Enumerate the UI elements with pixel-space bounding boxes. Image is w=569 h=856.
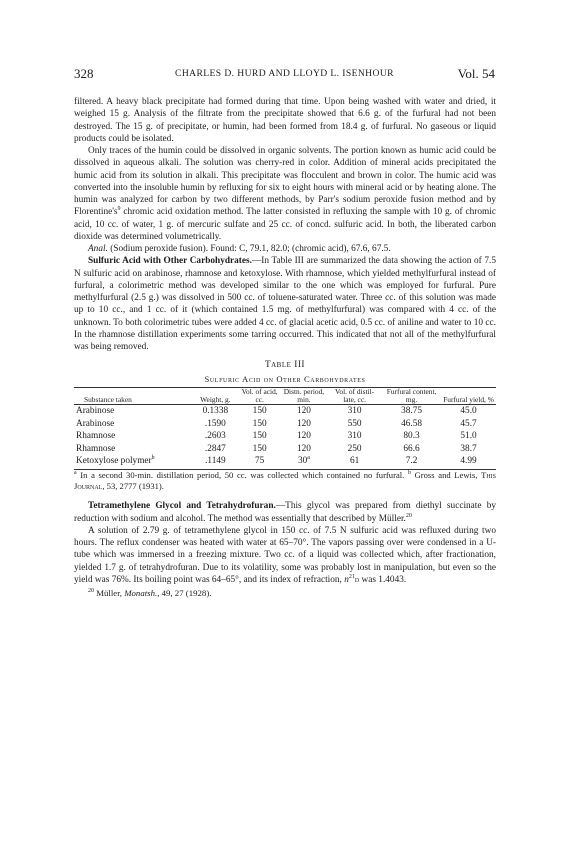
table-cell: 4.99 — [441, 455, 496, 470]
p5-text: A solution of 2.79 g. of tetramethylene glycol in 150 cc. of 7.5 N sulfuric acid was refluxed during two hours. The reflux condenser was heated with water at 65–70°. The vapors passing over were condensed in a U-tube which was immersed in a freezing mixture. Two cc. of a liquid was collected which, after fractionation, yielded 1.7 g. of tetrahydrofuran. Due to its volatility, some was probably lost in manipulation, but even so the yield was 76%. Its boiling point was 64–65°, and its index of refraction, — [74, 525, 496, 585]
table-cell: 120 — [296, 431, 311, 442]
refraction-line: D — [354, 577, 360, 584]
p4-text: —This glycol was prepared from diethyl succinate by reduction with sodium and alcohol. The method was essentially that described by Müller. — [74, 501, 496, 524]
table-note-ref-b: b — [151, 454, 155, 461]
table-cell: 250 — [347, 443, 362, 454]
table-cell: Arabinose — [76, 406, 115, 417]
column-header: Weight, g. — [192, 387, 238, 405]
table-cell: 150 — [252, 418, 267, 429]
footnote-author: Müller, — [94, 588, 125, 599]
column-header: Substance taken — [74, 387, 192, 405]
cell-text: 30 — [297, 455, 308, 466]
volume-label: Vol. 54 — [457, 66, 495, 81]
paragraph-other-carbohydrates — [74, 255, 496, 353]
anal-text: (Sodium peroxide fusion). Found: C, 79.1, 82.0; (chromic acid), 67.6, 67.5. — [107, 244, 391, 254]
table-cell: 7.2 — [382, 455, 441, 470]
table-cell: 51.0 — [460, 431, 477, 442]
table-cell: 150 — [252, 431, 267, 442]
table-cell: .1590 — [204, 418, 226, 429]
table-cell: 61 — [327, 455, 382, 470]
table-cell: 80.3 — [403, 431, 420, 442]
note-b-text: Gross and Lewis, — [410, 470, 482, 481]
page-footnote — [74, 587, 496, 599]
data-table — [74, 387, 496, 471]
table-row — [74, 405, 496, 418]
column-header: Vol. of acid, cc. — [239, 387, 281, 405]
footnote-ref: , 49, 27 (1928). — [157, 588, 212, 599]
footnote-journal: Monatsh. — [124, 588, 158, 599]
section-heading-carbohydrates: Sulfuric Acid with Other Carbohydrates. — [88, 256, 252, 267]
table-cell: 550 — [347, 418, 362, 429]
table-cell — [74, 455, 192, 470]
note-a-text: In a second 30-min. distillation period, 50 cc. was collected which contained no furfural. — [76, 470, 408, 481]
table-caption: Sulfuric Acid on Other Carbohydrates — [204, 373, 366, 384]
table-cell: 66.6 — [403, 443, 420, 454]
table-cell: Arabinose — [76, 418, 115, 429]
table-cell: Rhamnose — [76, 443, 116, 454]
anal-label: Anal. — [88, 244, 108, 254]
p5-end: was 1.4043. — [359, 574, 407, 585]
page-number: 328 — [74, 66, 94, 81]
table-cell: 38.7 — [460, 443, 477, 454]
column-header: Distn. period, min. — [281, 387, 327, 405]
table-cell: .2847 — [204, 443, 226, 454]
table-row — [74, 455, 496, 470]
table-cell: 45.0 — [460, 406, 477, 417]
section-heading-tetramethylene: Tetramethylene Glycol and Tetrahydrofuran. — [88, 501, 276, 512]
table-cell: 310 — [347, 431, 362, 442]
column-header: Furfural yield, % — [441, 387, 496, 405]
note-b-ref: , 53, 2777 (1931). — [102, 481, 164, 492]
table-row — [74, 418, 496, 430]
table-cell: 150 — [252, 443, 267, 454]
table-cell: 120 — [296, 443, 311, 454]
p3-text: —In Table III are summarized the data showing the action of 7.5 N sulfuric acid on arabinose, rhamnose and ketoxylose. With rhamnose, which yielded methylfurfural instead of furfural, a colorimetric method was developed similar to the one which was employed for furfural. Pure methylfurfural (2.5 g.) was dissolved in 500 cc. of toluene-saturated water. Three cc. of this solution was made up to 10 cc., and 1 cc. of it (which contained 1.5 mg. of methylfurfural) was compared with 4 cc. of the unknown. To both colorimetric tubes were added 4 cc. of glacial acetic acid, 0.5 cc. of aniline and water to 10 cc. In the rhamnose distillation experiments some tarring occurred. This indicated that not all of the methylfurfural was being removed. — [74, 256, 496, 352]
table-cell: Rhamnose — [76, 431, 116, 442]
footnote-ref-20: 20 — [405, 512, 412, 519]
paragraph-tetrahydrofuran — [74, 525, 496, 587]
p2-text: Only traces of the humin could be dissolved in organic solvents. The portion known as humic acid could be dissolved in aqueous alkali. The solution was cherry-red in color. Addition of mineral acids precipitated the humic acid from its solution in alkali. This precipitate was flocculent and brown in color. The humic acid was converted into the insoluble humin by refluxing for six to eight hours with mineral acid or by heating alone. The humin was analyzed for carbon by two different methods, by Parr's sodium peroxide fusion method and by Florentine's — [74, 146, 496, 218]
footnote-mark: 20 — [88, 588, 94, 595]
table-cell: 310 — [347, 406, 362, 417]
table-note-ref-a: a — [307, 454, 310, 461]
refraction-symbol: n — [344, 574, 349, 585]
table-cell: 120 — [296, 418, 311, 429]
note-mark-b: b — [407, 470, 411, 477]
table-notes — [74, 470, 496, 492]
p2-rest: chromic acid oxidation method. The latter consisted in refluxing the sample with 10 g. of chromic acid, 10 cc. of water, 1 g. of mercuric sulfate and 25 cc. of concd. sulfuric acid. In both, the liberated carbon dioxide was determined volumetrically. — [74, 207, 496, 242]
refraction-temp: 21 — [348, 573, 355, 580]
running-header — [74, 66, 495, 82]
running-authors: CHARLES D. HURD AND LLOYD L. ISENHOUR — [175, 68, 394, 79]
table-title: Table III — [264, 360, 306, 371]
cell-text: Ketoxylose polymer — [76, 455, 152, 466]
note-b-journal: This Journal — [74, 470, 496, 492]
table-cell — [281, 455, 327, 470]
note-mark-a: a — [74, 470, 77, 477]
paragraph-humin-precipitate: filtered. A heavy black precipitate had formed during that time. Upon being washed with water and dried, it weighed 15 g. Analysis of the filtrate from the precipitate showed that 6.6 g. of the furfural had not been destroyed. The 15 g. of precipitate, or humin, had been formed from 18.4 g. of furfural. No gaseous or liquid products could be isolated. — [74, 97, 496, 144]
table-cell: 150 — [252, 406, 267, 417]
table-cell: .2603 — [204, 431, 226, 442]
column-header: Vol. of distil-late, cc. — [327, 387, 382, 405]
table-cell: .1149 — [192, 455, 238, 470]
paragraph-humic-acid — [74, 145, 496, 243]
paragraph-analysis — [74, 243, 496, 255]
table-cell: 45.7 — [460, 418, 477, 429]
column-header: Furfural content, mg. — [382, 387, 441, 405]
article-body — [74, 96, 496, 599]
footnote-ref-9: 9 — [117, 206, 121, 213]
paragraph-tetramethylene — [74, 500, 496, 525]
table-cell: 75 — [239, 455, 281, 470]
table-cell: 120 — [296, 406, 311, 417]
table-row — [74, 430, 496, 442]
table-cell: 0.1338 — [202, 406, 229, 417]
table-row — [74, 443, 496, 455]
table-cell: 38.75 — [401, 406, 423, 417]
table-cell: 46.58 — [401, 418, 423, 429]
